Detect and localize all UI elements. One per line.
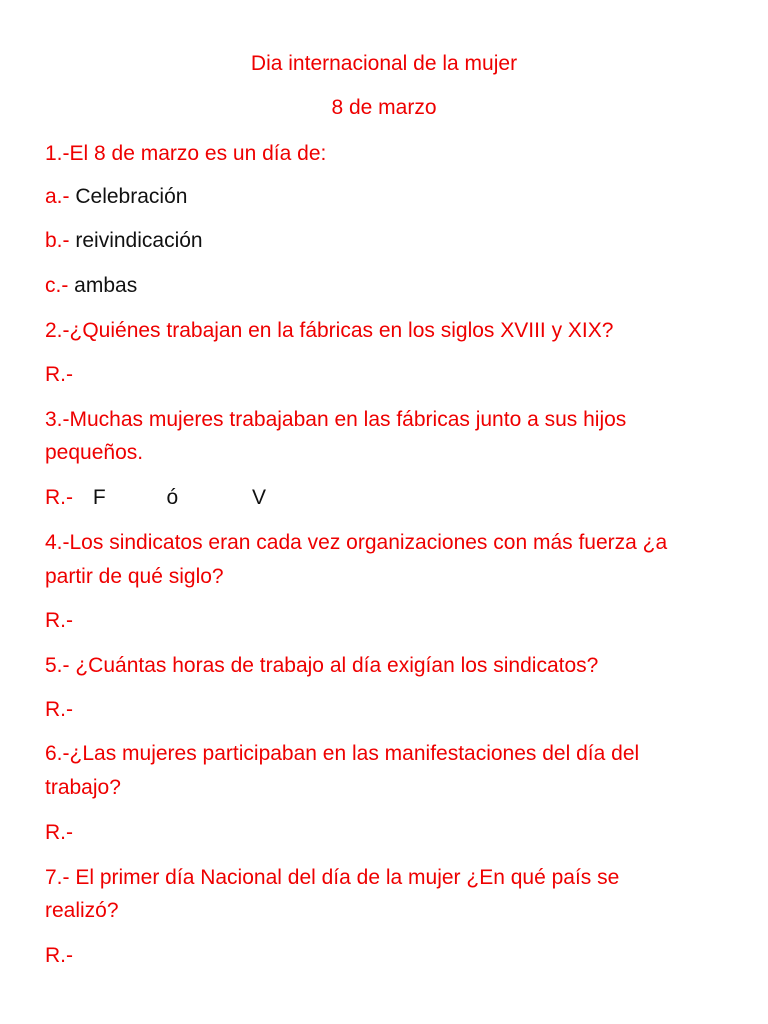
false-option: F [92,486,106,509]
option-c-prefix: c.- [45,274,69,297]
answer-7: R.- [45,944,73,967]
question-7-line-1: 7.- El primer día Nacional del día de la mujer ¿En qué país se [45,866,620,889]
answer-2: R.- [45,363,73,386]
answer-3-prefix: R.- [45,486,73,509]
option-b-prefix: b.- [45,229,70,252]
question-1-option-c [45,269,137,303]
document-title: Dia internacional de la mujer [250,52,518,75]
question-7-line-2: realizó? [45,899,119,922]
option-a-text: Celebración [75,185,188,208]
question-5: 5.- ¿Cuántas horas de trabajo al día exigían los sindicatos? [45,654,599,677]
option-c-text: ambas [74,274,138,297]
question-4-line-2: partir de qué siglo? [45,565,224,588]
question-3-line-2: pequeños. [45,441,144,464]
question-1: 1.-El 8 de marzo es un día de: [45,142,327,165]
option-b-text: reivindicación [75,229,203,252]
answer-6: R.- [45,821,73,844]
answer-5: R.- [45,698,73,721]
question-6-line-1: 6.-¿Las mujeres participaban en las manifestaciones del día del [45,742,640,765]
question-6-line-2: trabajo? [45,776,121,799]
option-a-prefix: a.- [45,185,70,208]
or-separator: ó [166,486,179,509]
answer-3 [45,481,266,515]
true-option: V [252,486,267,509]
answer-4: R.- [45,609,73,632]
question-2: 2.-¿Quiénes trabajan en la fábricas en los siglos XVIII y XIX? [45,319,614,342]
question-1-option-b [45,224,203,258]
document-subtitle: 8 de marzo [331,96,437,119]
question-4-line-1: 4.-Los sindicatos eran cada vez organizaciones con más fuerza ¿a [45,531,668,554]
question-3-line-1: 3.-Muchas mujeres trabajaban en las fábricas junto a sus hijos [45,408,627,431]
question-1-option-a [45,180,187,214]
